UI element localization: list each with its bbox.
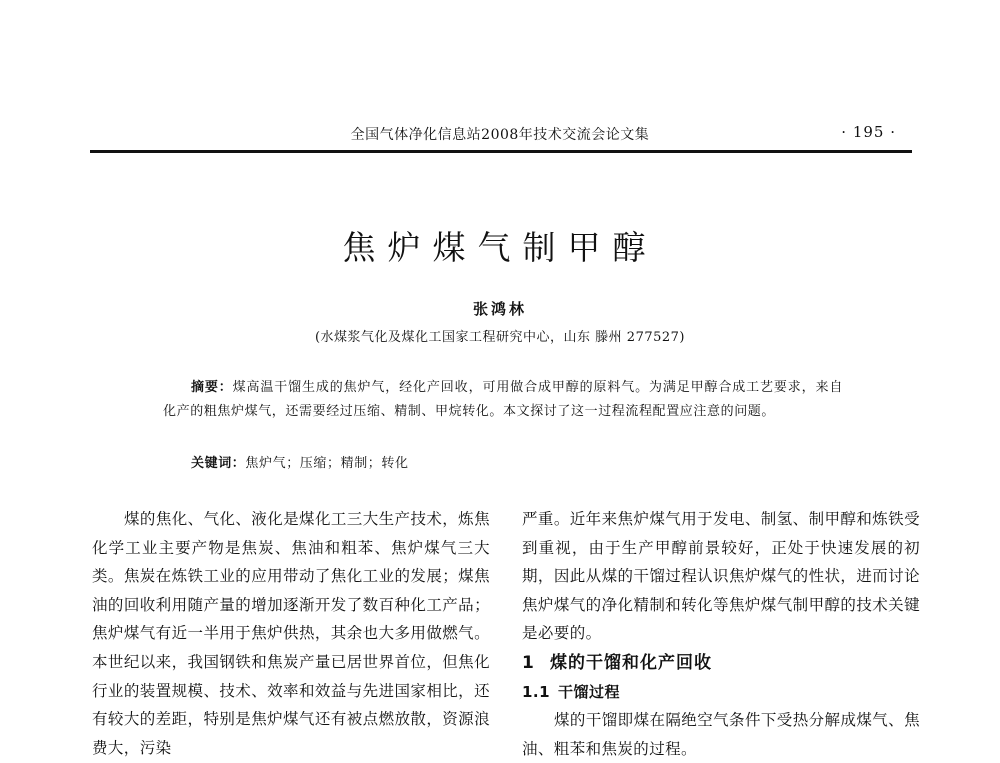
journal-name: 全国气体净化信息站2008年技术交流会论文集 [350, 127, 650, 143]
keywords-text: 焦炉气；压缩；精制；转化 [245, 456, 409, 471]
page-number: · 195 · [841, 123, 896, 141]
subsection-title: 干馏过程 [558, 682, 621, 701]
body-paragraph: 煤的焦化、气化、液化是煤化工三大生产技术，炼焦化学工业主要产物是焦炭、焦油和粗苯、焦炉煤气三大类。焦炭在炼铁工业的应用带动了焦化工业的发展；煤焦油的回收利用随产量的增加逐渐开发了数百种化工产品；焦炉煤气有近一半用于焦炉供热，其余也大多用做燃气。本世纪以来，我国钢铁和焦炭产量已居世界首位，但焦化行业的装置规模、技术、效率和效益与先进国家相比，还有较大的差距，特别是焦炉煤气还有被点燃放散，资源浪费大，污染 [92, 510, 490, 757]
author-affiliation: (水煤浆气化及煤化工国家工程研究中心，山东 滕州 277527) [314, 330, 686, 345]
right-column [522, 505, 920, 763]
section-title: 煤的干馏和化产回收 [550, 652, 712, 673]
keywords-label: 关键词： [191, 456, 246, 471]
author-name: 张鸿林 [472, 300, 527, 318]
abstract [163, 376, 843, 424]
left-column [92, 505, 490, 762]
body-paragraph-continued: 严重。近年来焦炉煤气用于发电、制氢、制甲醇和炼铁受到重视，由于生产甲醇前景较好，正处于快速发展的初期，因此从煤的干馏过程认识焦炉煤气的性状，进而讨论焦炉煤气的净化精制和转化等焦炉煤气制甲醇的技术关键是必要的。 [522, 510, 920, 643]
keywords [191, 452, 841, 471]
abstract-text: 煤高温干馏生成的焦炉气，经化产回收，可用做合成甲醇的原料气。为满足甲醇合成工艺要求，来自化产的粗焦炉煤气，还需要经过压缩、精制、甲烷转化。本文探讨了这一过程流程配置应注意的问题。 [163, 380, 843, 419]
subsection-number: 1.1 [522, 682, 551, 701]
section-heading [522, 648, 920, 678]
abstract-label: 摘要： [191, 380, 233, 395]
section-number: 1 [522, 652, 535, 673]
body-paragraph: 煤的干馏即煤在隔绝空气条件下受热分解成煤气、焦油、粗苯和焦炭的过程。 [522, 710, 920, 758]
header-rule [90, 150, 912, 153]
subsection-heading [522, 678, 920, 706]
running-header [90, 120, 910, 146]
paper-title: 焦炉煤气制甲醇 [342, 228, 658, 267]
